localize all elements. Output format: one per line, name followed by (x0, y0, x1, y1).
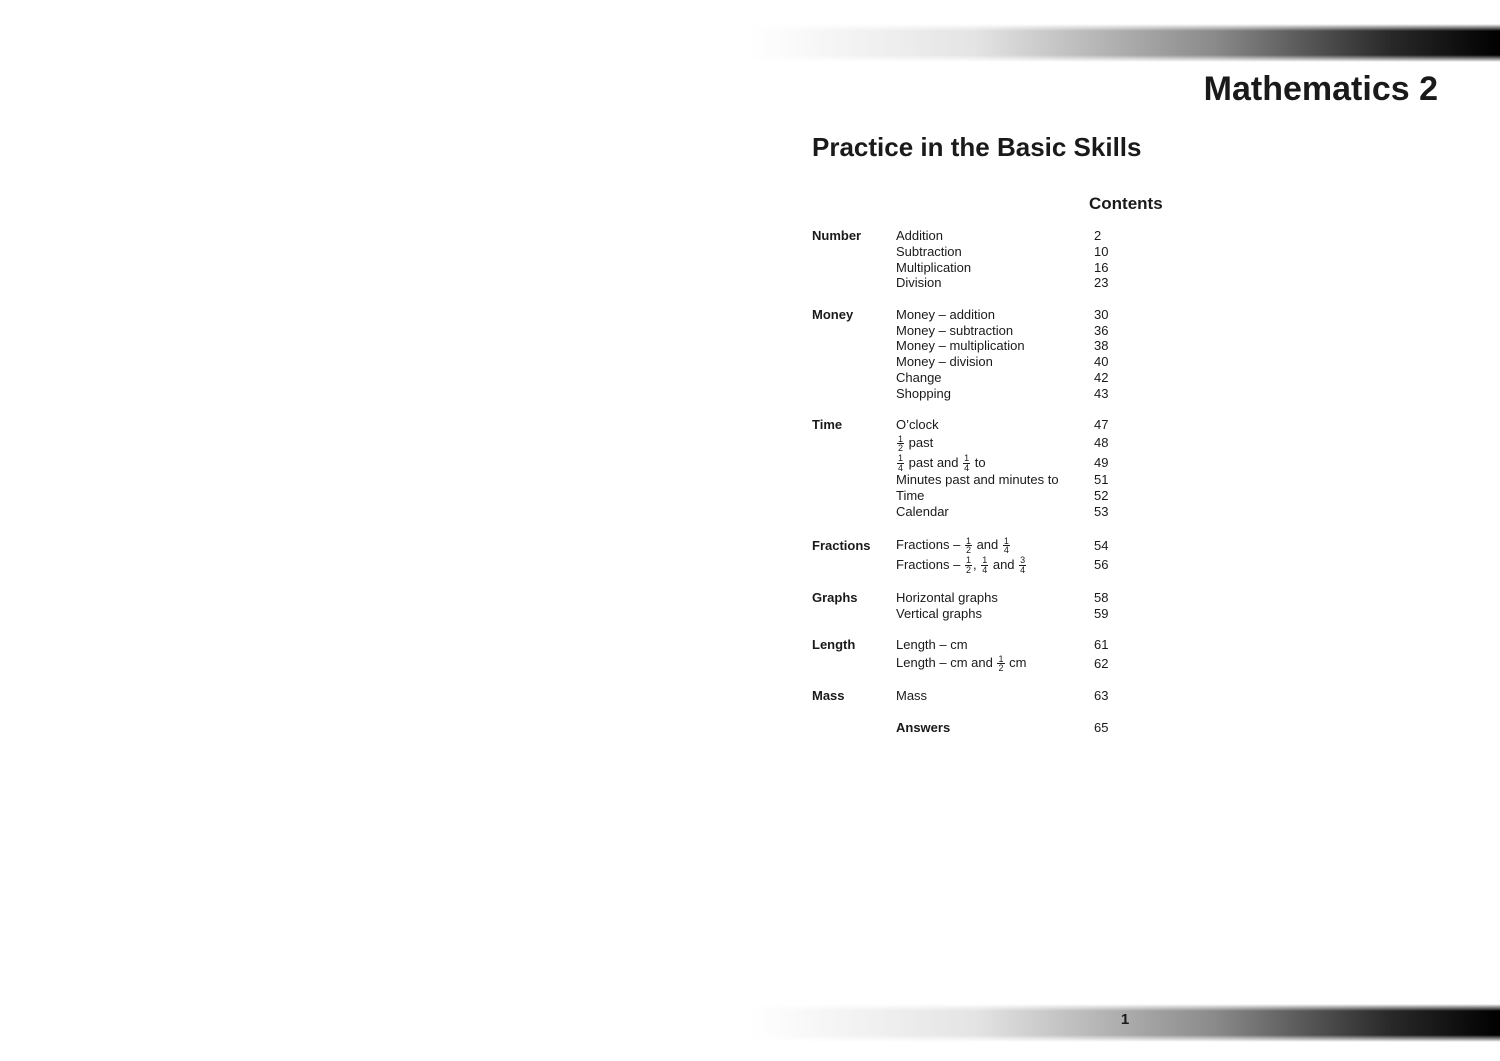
toc-section-length (812, 637, 1212, 672)
fraction-half: $\frac{1}{2}$ (965, 535, 971, 556)
toc-item: Calendar (896, 503, 949, 519)
toc-category: Length (812, 637, 856, 653)
toc-page: 23 (1094, 275, 1109, 291)
toc-row (812, 386, 1212, 402)
toc-category: Fractions (812, 537, 871, 553)
toc-page: 48 (1094, 435, 1109, 451)
toc-row (812, 688, 1212, 704)
toc-row (812, 606, 1212, 622)
toc-row (812, 453, 1212, 473)
toc-page: 30 (1094, 306, 1109, 322)
toc-page: 65 (1094, 719, 1109, 735)
toc-section-time (812, 417, 1212, 519)
toc-row (812, 535, 1212, 555)
toc-item: Money – addition (896, 306, 996, 322)
toc-page: 47 (1094, 417, 1109, 433)
toc-section-mass (812, 688, 1212, 704)
toc-page: 51 (1094, 472, 1109, 488)
toc-item: Mass (896, 688, 928, 704)
toc-item: Money – multiplication (896, 338, 1025, 354)
toc-section-number (812, 228, 1212, 291)
toc-category: Number (812, 228, 862, 243)
toc-item: Fractions – $\frac{1}{2}$ , $\frac{1}{4}$ and $\frac{3}{4}$ (896, 555, 1026, 575)
toc-category: Money (812, 306, 854, 322)
toc-row (812, 637, 1212, 653)
toc-page: 53 (1094, 503, 1109, 519)
toc-page: 38 (1094, 338, 1109, 354)
toc-item: O’clock (896, 417, 939, 433)
fraction-quarter: $\frac{1}{4}$ (1003, 535, 1009, 556)
toc-row (812, 720, 1212, 736)
toc-page: 2 (1094, 228, 1102, 243)
toc-item: Subtraction (896, 243, 962, 259)
toc-row (812, 228, 1212, 244)
toc-item: Length – cm (896, 637, 968, 653)
toc-row (812, 590, 1212, 606)
toc-page: 62 (1094, 655, 1109, 671)
toc-page: 58 (1094, 590, 1109, 606)
toc-section-answers (812, 720, 1212, 736)
toc-page: 16 (1094, 259, 1109, 275)
toc-section-graphs (812, 590, 1212, 622)
fraction-quarter: $\frac{1}{4}$ (982, 555, 988, 575)
toc-item: Time (896, 488, 925, 504)
toc-page: 61 (1094, 637, 1109, 653)
toc-row (812, 488, 1212, 504)
toc-row (812, 417, 1212, 433)
contents-heading: Contents (1089, 194, 1163, 213)
toc-row (812, 260, 1212, 276)
toc-row (812, 307, 1212, 323)
fraction-half: $\frac{1}{2}$ (898, 433, 904, 454)
toc-page: 59 (1094, 605, 1109, 621)
toc-item: Addition (896, 228, 943, 243)
toc-item: Division (896, 275, 942, 291)
toc-row (812, 433, 1212, 453)
toc-page: 49 (1094, 454, 1109, 470)
toc-row (812, 338, 1212, 354)
toc-row (812, 323, 1212, 339)
toc-item: Shopping (896, 385, 951, 401)
toc-row (812, 370, 1212, 386)
toc-item: $\frac{1}{2}$ past (898, 433, 934, 454)
toc-page: 52 (1094, 488, 1109, 504)
toc-item: Minutes past and minutes to (896, 472, 1059, 488)
toc-row (812, 275, 1212, 291)
header-gradient-band (750, 24, 1500, 62)
toc-category: Time (812, 417, 843, 433)
page-number: 1 (1120, 1011, 1130, 1028)
toc-page: 63 (1094, 688, 1109, 704)
toc-item: Money – subtraction (896, 322, 1014, 338)
toc-category: Graphs (812, 590, 858, 606)
fraction-quarter: $\frac{1}{4}$ (898, 453, 904, 473)
fraction-three-quarters: $\frac{3}{4}$ (1020, 555, 1026, 575)
toc-item-answers: Answers (896, 719, 951, 735)
toc-row (812, 555, 1212, 575)
book-title: Mathematics 2 (1203, 70, 1438, 108)
toc-row (812, 653, 1212, 673)
toc-item: Length – cm and $\frac{1}{2}$ cm (896, 653, 1027, 674)
toc-item: $\frac{1}{4}$ past and $\frac{1}{4}$ to (898, 453, 986, 473)
toc-item: Money – division (896, 354, 993, 370)
toc-item: Fractions – $\frac{1}{2}$ and $\frac{1}{4}$ (896, 535, 1009, 556)
toc-row (812, 354, 1212, 370)
book-subtitle: Practice in the Basic Skills (812, 132, 1142, 162)
fraction-half: $\frac{1}{2}$ (998, 653, 1004, 674)
right-page (750, 0, 1500, 1061)
toc-page: 54 (1094, 537, 1109, 553)
toc-item: Multiplication (896, 259, 972, 275)
toc-item: Change (896, 370, 942, 386)
toc-row (812, 504, 1212, 520)
fraction-quarter: $\frac{1}{4}$ (964, 453, 970, 473)
toc-item: Horizontal graphs (896, 590, 998, 606)
fraction-half: $\frac{1}{2}$ (965, 555, 971, 575)
toc-section-fractions (812, 535, 1212, 574)
toc-category: Mass (812, 688, 845, 704)
toc-item: Vertical graphs (896, 605, 982, 621)
table-of-contents (812, 228, 1212, 751)
toc-row (812, 472, 1212, 488)
toc-page: 36 (1094, 322, 1109, 338)
toc-page: 42 (1094, 370, 1109, 386)
toc-page: 56 (1094, 557, 1109, 573)
toc-row (812, 244, 1212, 260)
toc-page: 40 (1094, 354, 1109, 370)
toc-section-money (812, 307, 1212, 402)
toc-page: 10 (1094, 243, 1109, 259)
toc-page: 43 (1094, 385, 1109, 401)
